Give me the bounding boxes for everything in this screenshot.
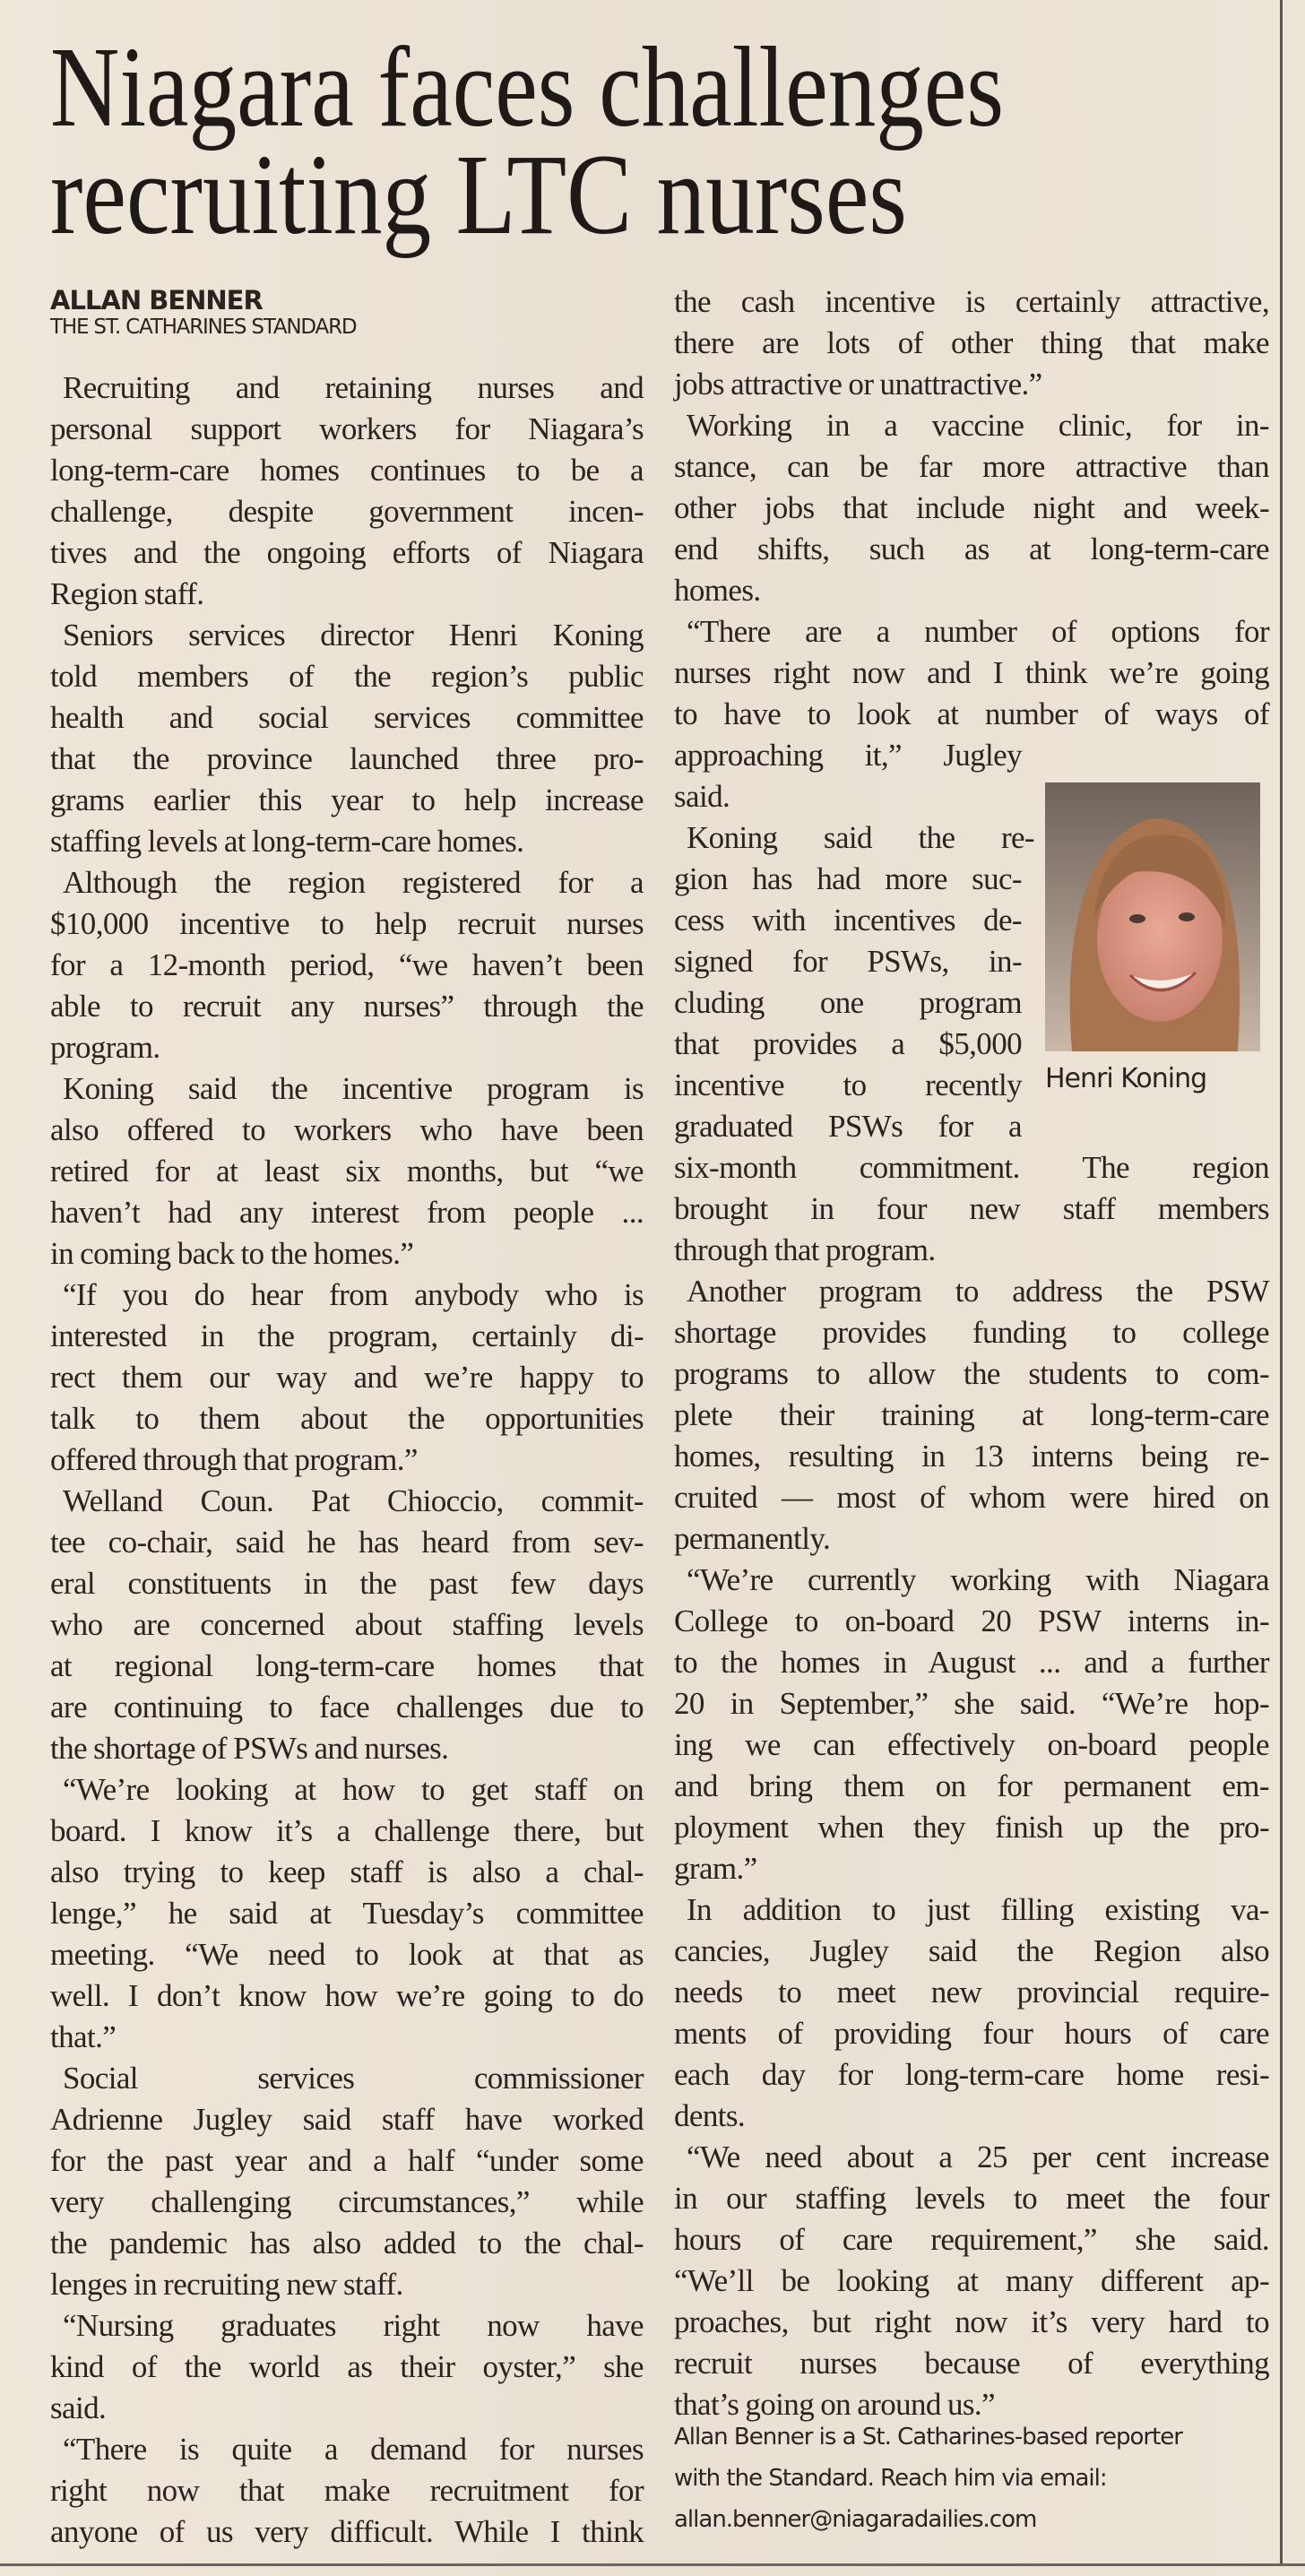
text-line: College to on-board 20 PSW interns in- [674,1604,1269,1638]
text-line: Although the region registered for a [63,865,644,900]
text-line: who are concerned about staffing levels [50,1607,644,1642]
text-line: that provides a $5,000 [674,1026,1022,1061]
text-line: In addition to just filling existing va- [687,1892,1269,1927]
text-line: end shifts, such as at long-term-care [674,532,1269,566]
text-line: to the homes in August ... and a further [674,1645,1269,1680]
text-line: other jobs that include night and week- [674,490,1269,525]
text-line: interested in the program, certainly di- [50,1318,644,1353]
headline-line-2: recruiting LTC nurses [50,131,907,258]
text-line: anyone of us very difficult. While I think [50,2514,644,2549]
text-line: through that program. [674,1232,936,1267]
text-line: Another program to address the PSW [687,1274,1269,1309]
text-line: homes, resulting in 13 interns being re- [674,1439,1269,1474]
text-line: board. I know it’s a challenge there, but [50,1813,644,1848]
text-line: and bring them on for permanent em- [674,1768,1269,1803]
headline-line-1: Niagara faces challenges [50,23,1004,151]
text-line: each day for long-term-care home resi- [674,2057,1269,2092]
byline-source: THE ST. CATHARINES STANDARD [50,316,357,339]
text-line: meeting. “We need to look at that as [50,1937,644,1972]
text-line: program. [50,1030,160,1065]
text-line: “We need about a 25 per cent increase [687,2139,1269,2174]
text-line: long-term-care homes continues to be a [50,453,644,488]
text-line: kind of the world as their oyster,” she [50,2349,644,2384]
text-line: offered through that program.” [50,1442,418,1477]
text-line: “There are a number of options for [687,614,1269,649]
text-line: lenge,” he said at Tuesday’s committee [50,1896,644,1931]
text-line: very challenging circumstances,” while [50,2184,644,2219]
text-line: rect them our way and we’re happy to [50,1360,644,1395]
headline [0,0,1305,269]
text-line: proaches, but right now it’s very hard to [674,2304,1269,2339]
text-line: talk to them about the opportunities [50,1401,644,1436]
bottom-rule [0,2563,1305,2566]
text-line: Working in a vaccine clinic, for in- [687,408,1269,443]
text-line: shortage provides funding to college [674,1315,1269,1350]
text-line: retired for at least six months, but “we [50,1154,644,1189]
text-line: ments of providing four hours of care [674,2016,1269,2051]
text-line: told members of the region’s public [50,659,644,694]
text-line: cess with incentives de- [674,903,1022,938]
text-line: gram.” [674,1851,757,1886]
column-rule [1280,0,1283,2565]
text-line: “If you do hear from anybody who is [63,1277,644,1312]
text-line: plete their training at long-term-care [674,1397,1269,1432]
text-line: for a 12-month period, “we haven’t been [50,947,644,982]
text-line: “We’ll be looking at many different ap- [674,2263,1269,2298]
text-line: gion has had more suc- [674,861,1022,896]
text-line: “There is quite a demand for nurses [63,2432,644,2467]
text-line: Adrienne Jugley said staff have worked [50,2102,644,2137]
text-line: “We’re currently working with Niagara [687,1562,1269,1597]
text-line: cruited — most of whom were hired on [674,1480,1269,1515]
text-line: challenge, despite government incen- [50,494,644,529]
text-line: well. I don’t know how we’re going to do [50,1978,644,2013]
text-line: are continuing to face challenges due to [50,1690,644,1725]
text-line: that.” [50,2019,117,2054]
bio-line: Allan Benner is a St. Catharines-based reporter [674,2424,1182,2451]
text-line: in our staffing levels to meet the four [674,2181,1269,2216]
text-line: needs to meet new provincial require- [674,1975,1269,2010]
text-line: at regional long-term-care homes that [50,1648,644,1683]
author-bio [674,2416,1182,2540]
text-line: six-month commitment. The region [674,1150,1269,1185]
bio-email: allan.benner@niagaradailies.com [674,2506,1037,2533]
text-line: stance, can be far more attractive than [674,449,1269,484]
photo-caption: Henri Koning [1045,1063,1207,1094]
text-line: there are lots of other thing that make [674,325,1269,360]
text-line: Seniors services director Henri Koning [63,618,644,653]
text-line: that the province launched three pro- [50,741,644,776]
text-line: lenges in recruiting new staff. [50,2267,403,2302]
text-line: also offered to workers who have been [50,1112,644,1147]
text-line: that’s going on around us.” [674,2387,995,2422]
text-line: staffing levels at long-term-care homes. [50,824,524,859]
text-line: hours of care requirement,” she said. [674,2222,1269,2257]
text-line: incentive to recently [674,1068,1022,1102]
text-line: Recruiting and retaining nurses and [63,370,644,405]
portrait-photo-henri-koning [1045,782,1260,1051]
text-line: signed for PSWs, in- [674,944,1022,979]
text-line: also trying to keep staff is also a chal- [50,1854,644,1889]
text-line: Welland Coun. Pat Chioccio, commit- [63,1483,644,1518]
text-line: Social services commissioner [63,2061,644,2096]
text-line: for the past year and a half “under some [50,2143,644,2178]
text-line: jobs attractive or unattractive.” [674,367,1042,402]
text-line: ployment when they finish up the pro- [674,1810,1269,1845]
text-line: “We’re looking at how to get staff on [63,1772,644,1807]
byline-author: ALLAN BENNER [50,285,263,316]
text-line: homes. [674,573,761,608]
text-line: ing we can effectively on-board people [674,1727,1269,1762]
text-line: programs to allow the students to com- [674,1356,1269,1391]
text-line: approaching it,” Jugley [674,738,1022,773]
text-line: tives and the ongoing efforts of Niagara [50,535,644,570]
text-line: graduated PSWs for a [674,1109,1022,1144]
text-line: Koning said the re- [687,820,1034,855]
text-line: “Nursing graduates right now have [63,2308,644,2343]
text-line: to have to look at number of ways of [674,696,1269,731]
bio-line: with the Standard. Reach him via email: [674,2465,1107,2492]
text-line: eral constituents in the past few days [50,1566,644,1601]
text-line: in coming back to the homes.” [50,1236,414,1271]
text-line: tee co-chair, said he has heard from sev- [50,1525,644,1560]
column-1 [50,367,644,2553]
text-line: $10,000 incentive to help recruit nurses [50,906,644,941]
text-line: the shortage of PSWs and nurses. [50,1731,449,1766]
text-line: nurses right now and I think we’re going [674,655,1269,690]
text-line: right now that make recruitment for [50,2473,644,2508]
text-line: Region staff. [50,576,204,611]
text-line: Koning said the incentive program is [63,1071,644,1106]
text-line: dents. [674,2098,746,2133]
text-line: 20 in September,” she said. “We’re hop- [674,1686,1269,1721]
column-2 [674,281,1269,2425]
text-line: permanently. [674,1521,831,1556]
text-line: haven’t had any interest from people ... [50,1195,644,1230]
text-line: the cash incentive is certainly attractive, [674,284,1269,319]
text-line: the pandemic has also added to the chal- [50,2226,644,2260]
text-line: personal support workers for Niagara’s [50,411,644,446]
text-line: recruit nurses because of everything [674,2346,1269,2381]
text-line: said. [50,2390,107,2425]
text-line: said. [674,779,730,814]
text-line: grams earlier this year to help increase [50,782,644,817]
text-line: cluding one program [674,985,1022,1020]
text-line: able to recruit any nurses” through the [50,989,644,1024]
text-line: brought in four new staff members [674,1191,1269,1226]
text-line: cancies, Jugley said the Region also [674,1933,1269,1968]
text-line: health and social services committee [50,700,644,735]
